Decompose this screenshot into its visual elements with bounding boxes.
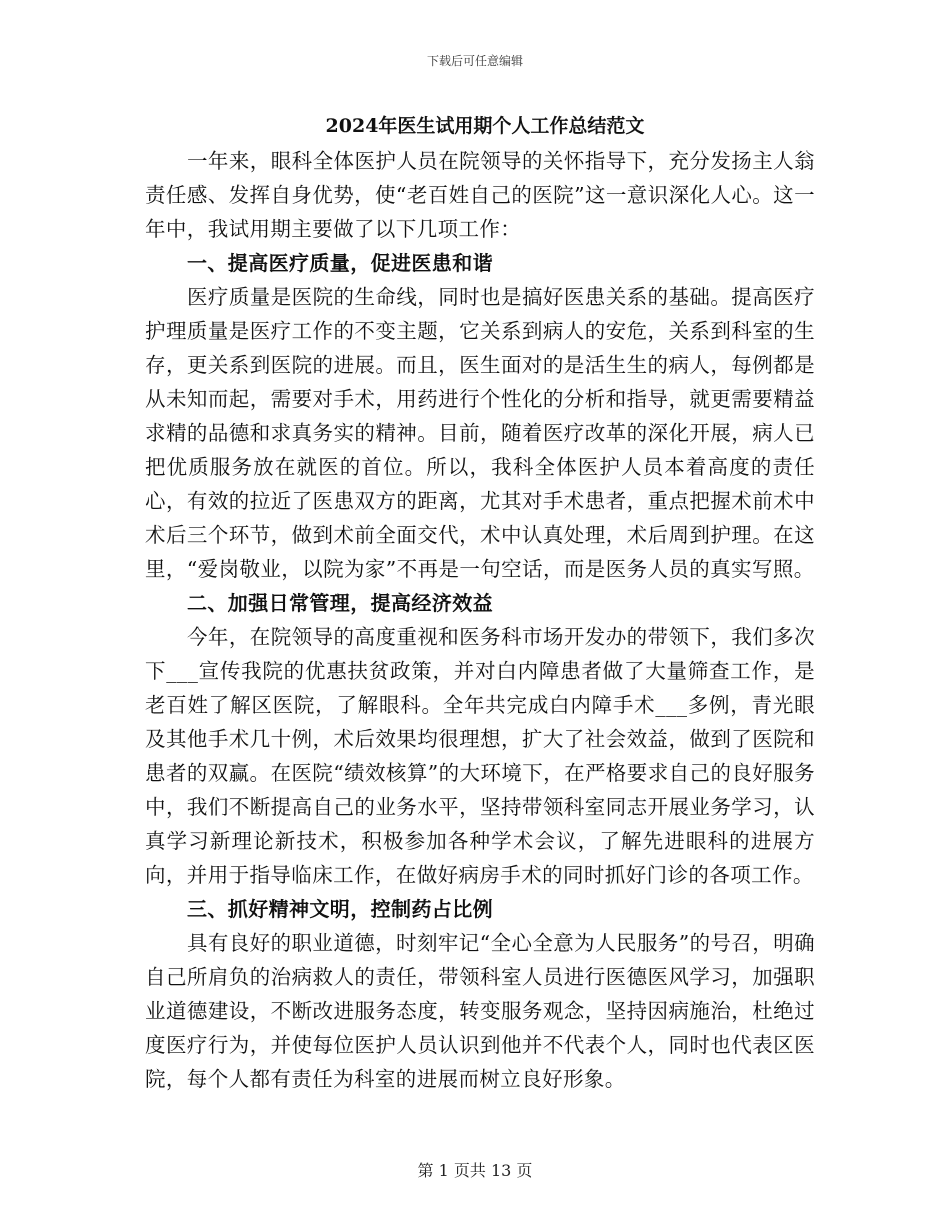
section-body-3: 具有良好的职业道德，时刻牢记“全心全意为人民服务”的号召，明确自己所肩负的治病救人的责任，带领科室人员进行医德医风学习，加强职业道德建设，不断改进服务态度，转变服务观念，坚持因病施治，杜绝过度医疗行为，并使每位医护人员认识到他并不代表个人，同时也代表区医院，每个人都有责任为科室的进展而树立良好形象。	[145, 931, 815, 1091]
document-title: 2024年医生试用期个人工作总结范文	[325, 115, 645, 137]
section-heading-1: 一、提高医疗质量，促进医患和谐	[187, 251, 493, 275]
intro-paragraph: 一年来，眼科全体医护人员在院领导的关怀指导下，充分发扬主人翁责任感、发挥自身优势，使“老百姓自己的医院”这一意识深化人心。这一年中，我试用期主要做了以下几项工作：	[145, 149, 815, 241]
document-body	[145, 108, 815, 1096]
header-note: 下载后可任意编辑	[426, 54, 523, 68]
section-heading-2: 二、加强日常管理，提高经济效益	[187, 591, 493, 615]
section-body-1: 医疗质量是医院的生命线，同时也是搞好医患关系的基础。提高医疗护理质量是医疗工作的不变主题，它关系到病人的安危，关系到科室的生存，更关系到医院的进展。而且，医生面对的是活生生的病人，每例都是从未知而起，需要对手术，用药进行个性化的分析和指导，就更需要精益求精的品德和求真务实的精神。目前，随着医疗改革的深化开展，病人已把优质服务放在就医的首位。所以，我科全体医护人员本着高度的责任心，有效的拉近了医患双方的距离，尤其对手术患者，重点把握术前术中术后三个环节，做到术前全面交代，术中认真处理，术后周到护理。在这里，“爱岗敬业，以院为家”不再是一句空话，而是医务人员的真实写照。	[145, 285, 815, 581]
page-footer: 第 1 页共 13 页	[417, 1161, 533, 1180]
section-heading-3: 三、抓好精神文明，控制药占比例	[187, 897, 493, 921]
section-body-2: 今年，在院领导的高度重视和医务科市场开发办的带领下，我们多次下___宣传我院的优惠扶贫政策，并对白内障患者做了大量筛查工作，是老百姓了解区医院，了解眼科。全年共完成白内障手术___多例，青光眼及其他手术几十例，术后效果均很理想，扩大了社会效益，做到了医院和患者的双赢。在医院“绩效核算”的大环境下，在严格要求自己的良好服务中，我们不断提高自己的业务水平，坚持带领科室同志开展业务学习，认真学习新理论新技术，积极参加各种学术会议，了解先进眼科的进展方向，并用于指导临床工作，在做好病房手术的同时抓好门诊的各项工作。	[145, 625, 815, 887]
